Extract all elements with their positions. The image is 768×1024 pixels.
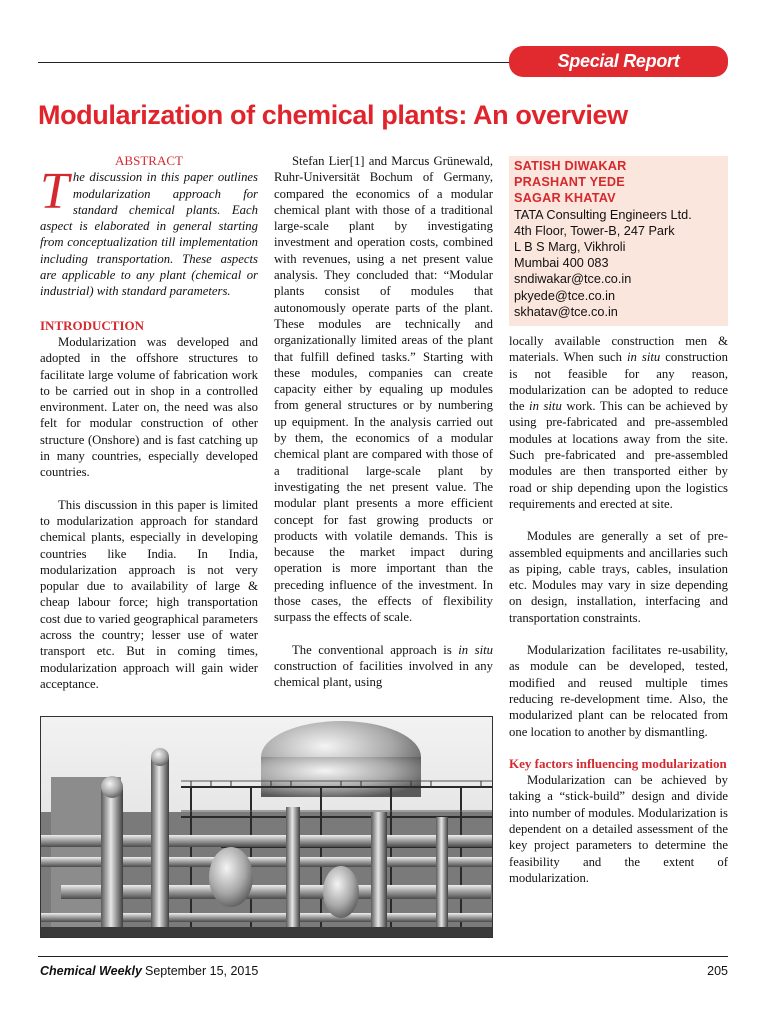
- abstract-text: [40, 163, 258, 299]
- chemical-plant-photo: [40, 716, 493, 938]
- affiliation-city: Mumbai 400 083: [514, 256, 609, 271]
- key-factors-heading: Key factors influencing modularization: [509, 755, 727, 771]
- issue-date: September 15, 2015: [145, 964, 259, 978]
- column-3: [509, 333, 728, 886]
- col3-paragraph-4: Modularization can be achieved by taking a “stick-build” design and divide into number of modules. Modularization is dependent on a detailed assessment of the key project parameters to determine the feasibility and the extent of modularization.: [509, 773, 728, 885]
- column-1: [40, 153, 258, 692]
- intro-paragraph-1: Modularization was developed and adopted in the offshore structures to facilitate large volume of fabrication work to be carried out in shop in a controlled environment. Later on, the need was also felt for modular construction of other structure (Onshore) and is fast catching up in many countries, especially developed countries.: [40, 334, 258, 480]
- top-rule: [38, 62, 518, 63]
- col3-paragraph-1: locally available construction men & materials. When such in situ construction is not feasible for any reason, modularization can be adopted to reduce the in situ work. This can be achieved by using pre-fabricated and pre-assembled modules at locations away from the site. Such pre-fabricated and pre-assembled modules are then transported either by road or ship depending upon the logistics requirements and erected at site.: [509, 334, 728, 511]
- section-badge: Special Report: [509, 46, 728, 77]
- intro-paragraph-2: This discussion in this paper is limited to modularization approach for standard chemical plants, especially in developing countries like India. In India, modularization approach is not very popular due to availability of large & cheap labour force; high transportation cost due to varied geographical parameters across the country; lesser use of water transport etc. But in coming times, modularization approach will gain wider acceptance.: [40, 497, 258, 691]
- page-number: 205: [707, 964, 728, 978]
- author-name: PRASHANT YEDE: [514, 175, 625, 190]
- magazine-name: Chemical Weekly: [40, 964, 142, 978]
- affiliation-company: TATA Consulting Engineers Ltd.: [514, 207, 692, 222]
- affiliation-address: 4th Floor, Tower-B, 247 Park: [514, 223, 675, 238]
- col2-paragraph-2: The conventional approach is in situ construction of facilities involved in any chemical plant, using: [274, 642, 493, 690]
- author-name: SAGAR KHATAV: [514, 191, 616, 206]
- author-name: SATISH DIWAKAR: [514, 159, 627, 173]
- bottom-rule: [38, 956, 728, 957]
- col3-paragraph-3: Modularization facilitates re-usability, as module can be developed, tested, modified and reused multiple times reducing re-development time. Also, the modularized plant can be relocated from one location to another by dismantling.: [509, 643, 728, 739]
- author-info-box: [509, 156, 728, 326]
- article-title: Modularization of chemical plants: An overview: [38, 100, 628, 130]
- drop-cap: T: [40, 163, 69, 221]
- affiliation-address: L B S Marg, Vikhroli: [514, 240, 626, 255]
- abstract-body: he discussion in this paper outlines modularization approach for standard chemical plants. Each aspect is elaborated in general starting from conceptualization till implementation including transportation. These aspects are applicable to any plant (chemical or industrial) with standard parameters.: [40, 170, 258, 299]
- introduction-heading: INTRODUCTION: [40, 317, 145, 333]
- abstract-heading: ABSTRACT: [115, 153, 183, 168]
- author-email: pkyede@tce.co.in: [514, 288, 616, 303]
- author-email: sndiwakar@tce.co.in: [514, 272, 632, 287]
- author-email: skhatav@tce.co.in: [514, 304, 618, 319]
- column-2: [274, 153, 493, 691]
- col2-paragraph-1: Stefan Lier[1] and Marcus Grünewald, Ruhr-Universität Bochum of Germany, compared the economics of a modular chemical plant with those of a traditional large-scale plant by investigating investment and operation costs, combined with revenues, using a net present value analysis. They concluded that: “Modular plants consist of modules that autonomously operate parts of the plant. These modules are technically and organizationally limited areas of the plant that fulfill defined tasks.” Starting with these modules, companies can create capacity either by equaling up modules from general structures or by numbering up equipment. In the analysis carried out by them, the economics of a modular chemical plant are compared with those of a traditional large-scale plant by investigating the net present value. The modular plant presents a more efficient concept for fast growing products or products with volatile demands. This is because the market impact during operation is more important than the preceding influence of the investment. In those cases, the effects of flexibility surpass the effects of scale.: [274, 154, 493, 625]
- col3-paragraph-2: Modules are generally a set of pre-assembled equipments and ancillaries such as piping, cable trays, cables, insulation etc. Modules may vary in size depending on design, installation, interfacing and transportation constraints.: [509, 529, 728, 625]
